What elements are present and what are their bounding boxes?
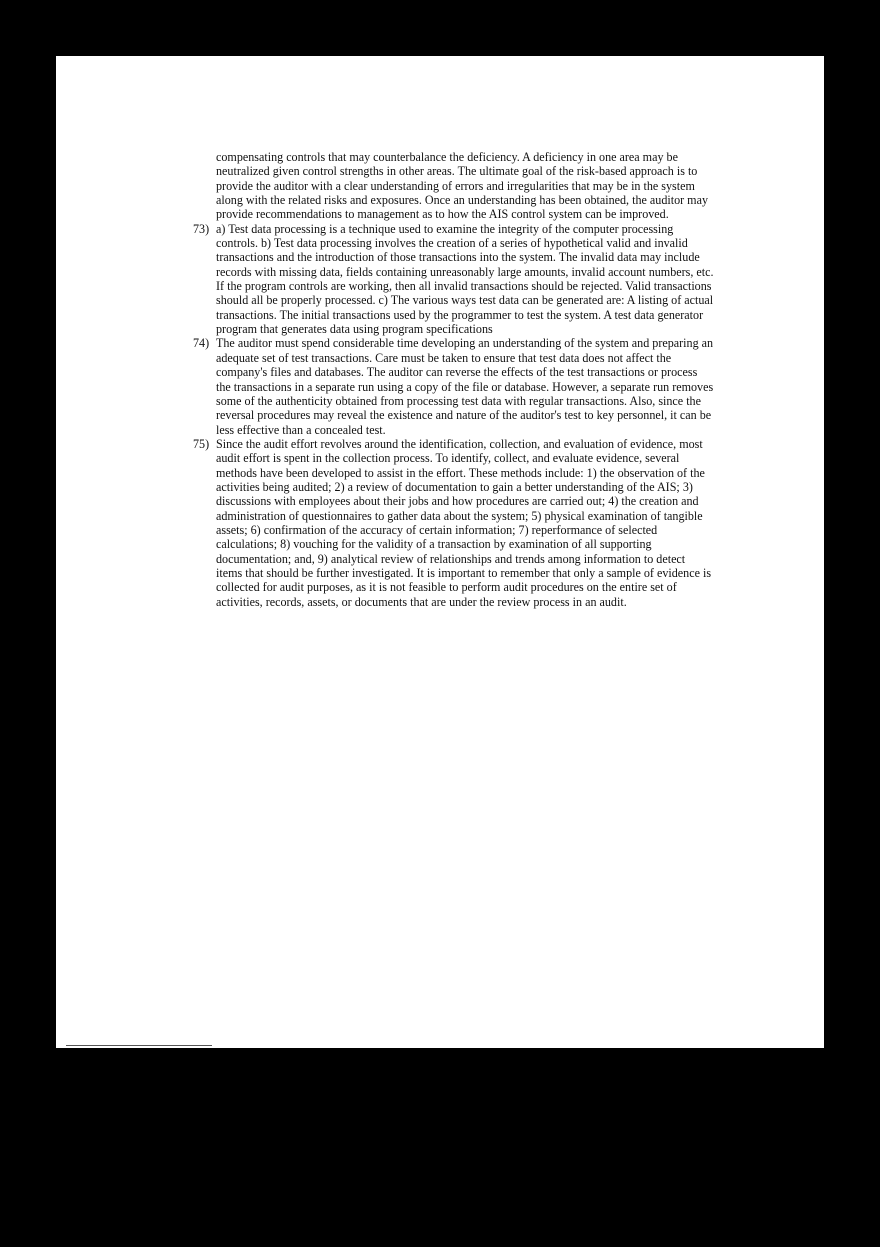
document-page [56, 56, 824, 1048]
page-content [193, 150, 714, 609]
item-text: The auditor must spend considerable time developing an understanding of the system and preparing an adequate set of test transactions. Care must be taken to ensure that test data does not affect the company's files and databases. The auditor can reverse the effects of the test transactions or process the transactions in a separate run using a copy of the file or database. However, a separate run removes some of the authenticity obtained from processing test data with regular transactions. Also, since the reversal procedures may reveal the existence and nature of the auditor's test to key personnel, it can be less effective than a concealed test. [216, 336, 714, 437]
footnote-separator-rule [66, 1045, 212, 1046]
continuation-paragraph: compensating controls that may counterbalance the deficiency. A deficiency in one area may be neutralized given control strengths in other areas. The ultimate goal of the risk-based approach is to provide the auditor with a clear understanding of errors and irregularities that may be in the system along with the related risks and exposures. Once an understanding has been obtained, the auditor may provide recommendations to management as to how the AIS control system can be improved. [216, 150, 709, 222]
item-number: 74) [193, 336, 210, 351]
answer-item-74 [193, 336, 714, 437]
item-number: 75) [193, 436, 210, 451]
item-text: Since the audit effort revolves around the identification, collection, and evaluation of evidence, most audit effort is spent in the collection process. To identify, collect, and evaluate evidence, several methods have been developed to assist in the effort. These methods include: 1) the observation of the activities being audited; 2) a review of documentation to gain a better understanding of the AIS; 3) discussions with employees about their jobs and how procedures are carried out; 4) the creation and administration of questionnaires to gather data about the system; 5) physical examination of tangible assets; 6) confirmation of the accuracy of certain information; 7) reperformance of selected calculations; 8) vouching for the validity of a transaction by examination of all supporting documentation; and, 9) analytical review of relationships and trends among information to detect items that should be further investigated. It is important to remember that only a sample of evidence is collected for audit purposes, as it is not feasible to perform audit procedures on the entire set of activities, records, assets, or documents that are under the review process in an audit. [216, 436, 712, 609]
item-text: a) Test data processing is a technique used to examine the integrity of the computer processing controls. b) Test data processing involves the creation of a series of hypothetical valid and invalid transactions and the introduction of those transactions into the system. The invalid data may include records with missing data, fields containing unreasonably large amounts, invalid account numbers, etc. If the program controls are working, then all invalid transactions should be rejected. Valid transactions should all be properly processed. c) The various ways test data can be generated are: A listing of actual transactions. The initial transactions used by the programmer to test the system. A test data generator program that generates data using program specifications [216, 221, 714, 337]
item-number: 73) [193, 221, 210, 236]
answer-item-75 [193, 436, 714, 609]
answer-item-73 [193, 221, 714, 337]
